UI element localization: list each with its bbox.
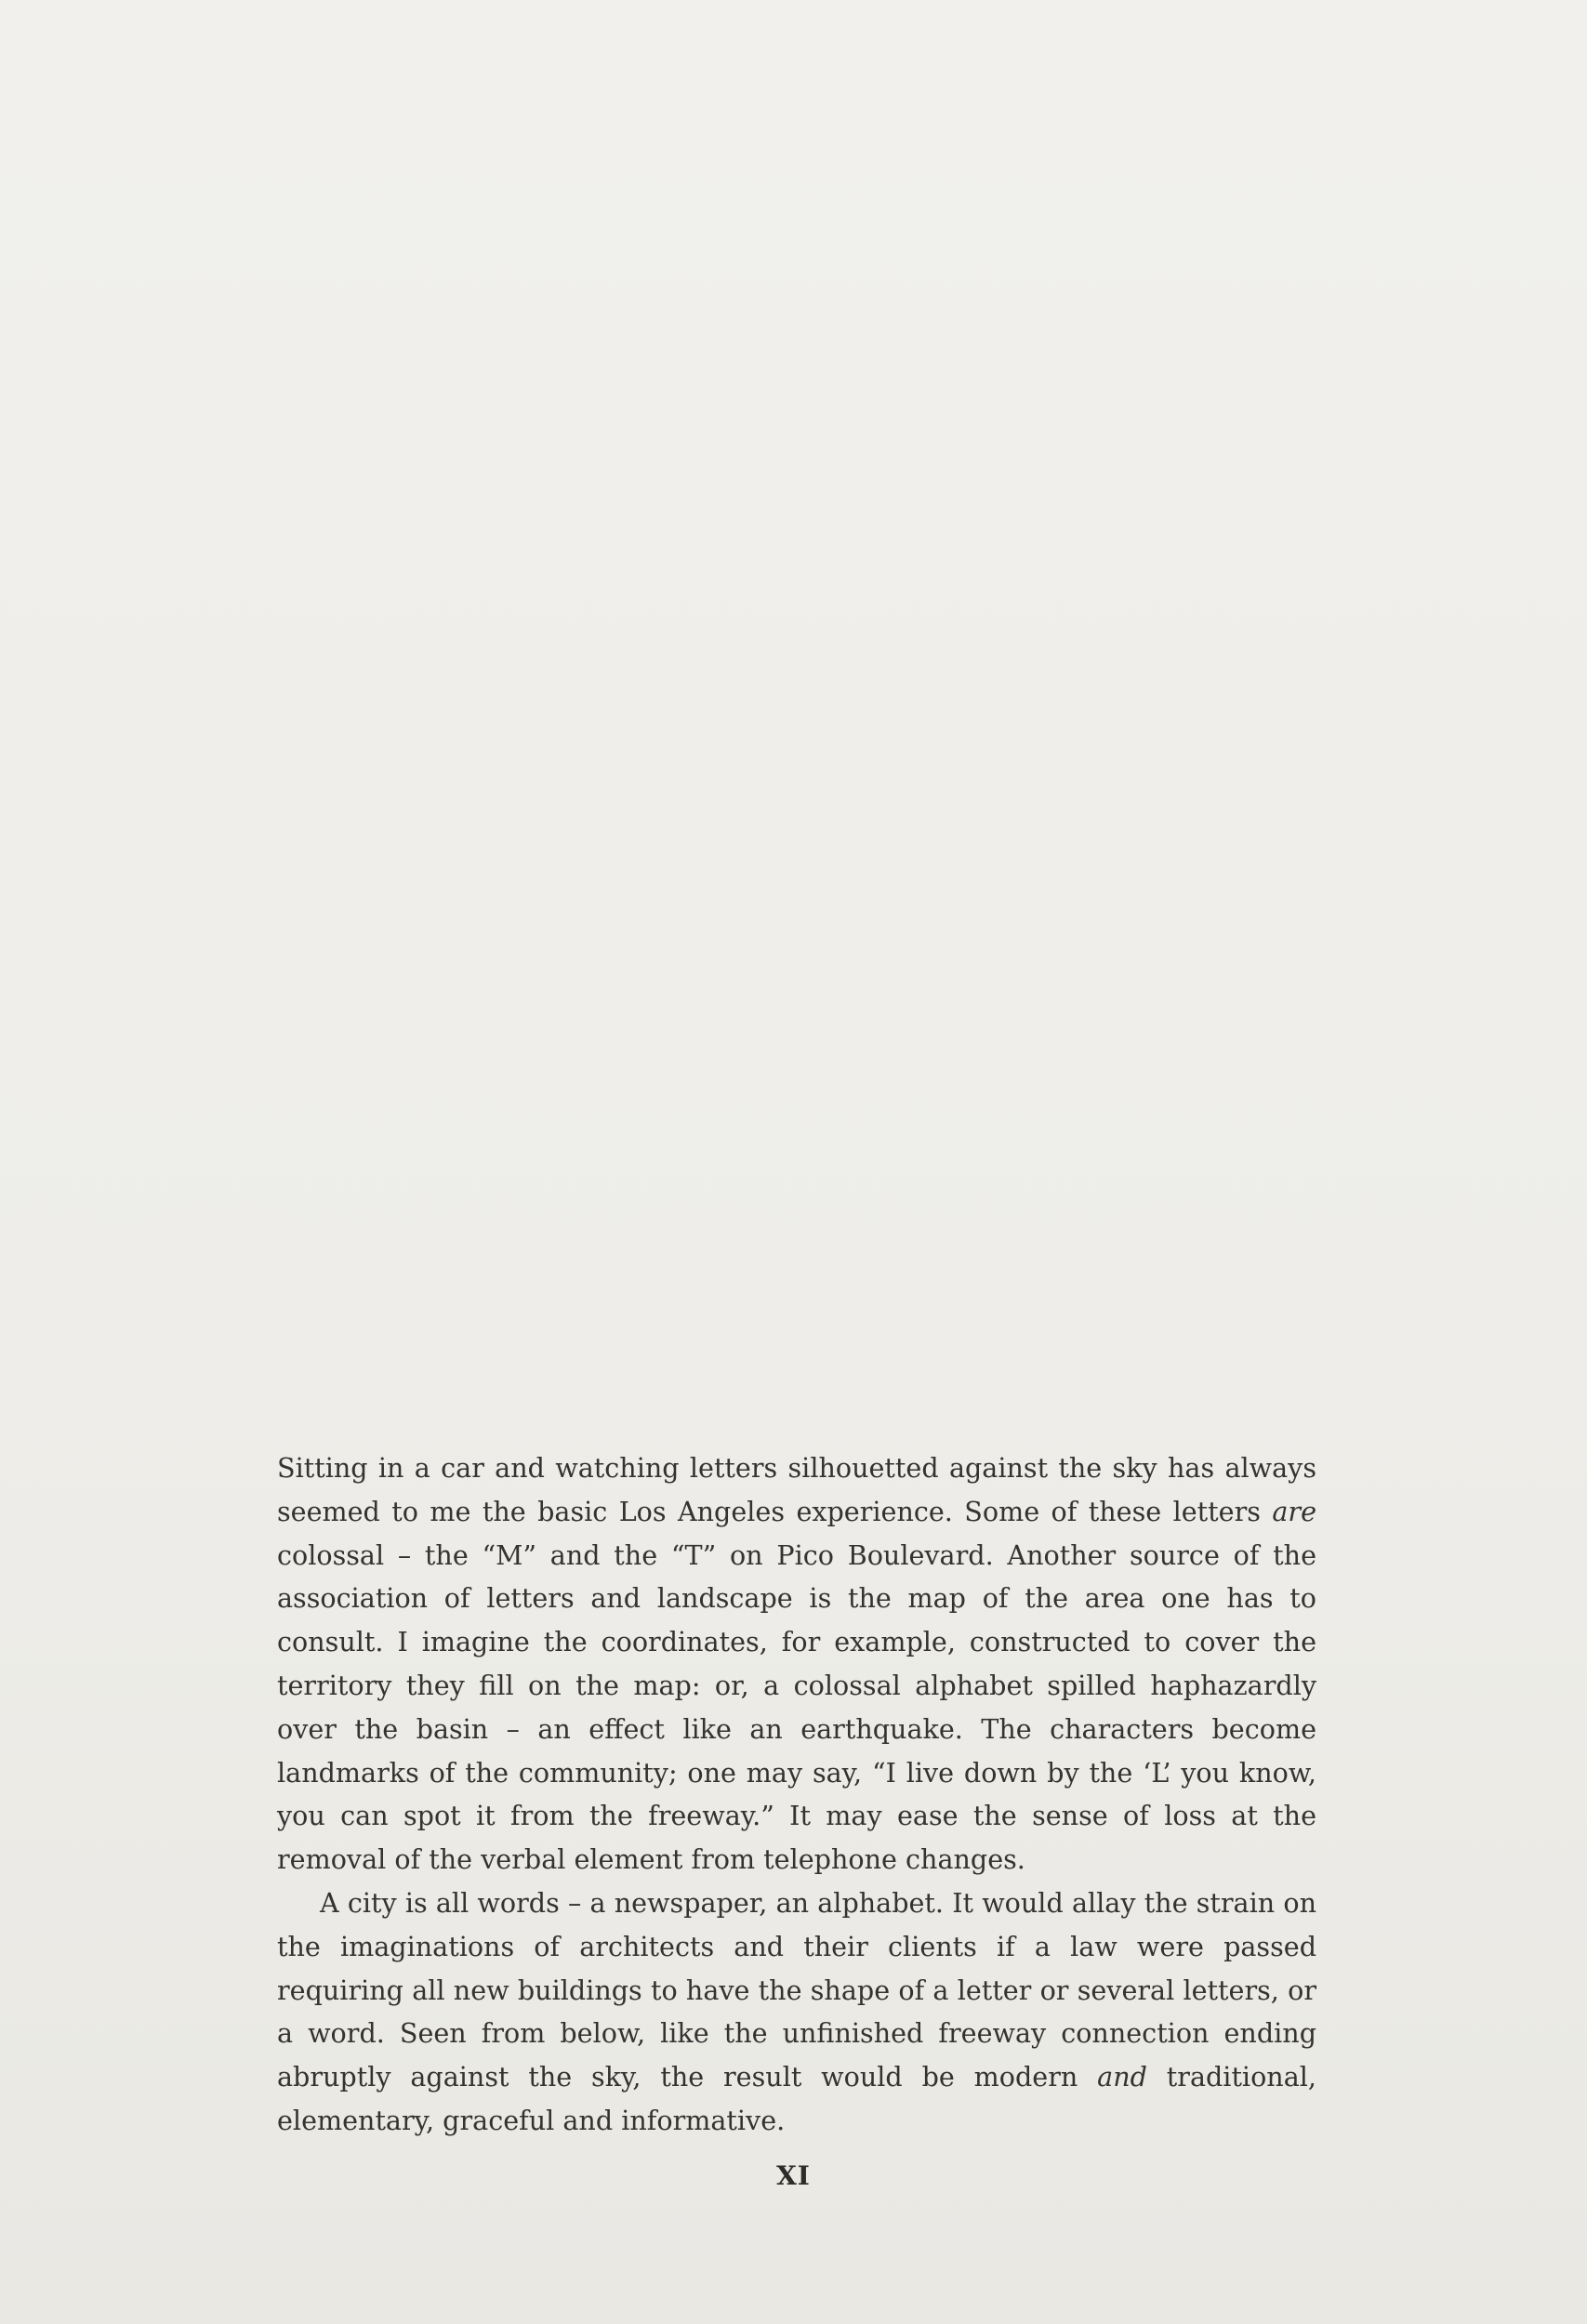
paragraph-text: colossal – the “M” and the “T” on Pico Boulevard. Another source of the association of letters and landscape is the map of the area one has to consult. I imagine the coordinates, for example, constructed to cover the territory they fill on the map: or, a colossal alphabet spilled haphazardly over the basin – an effect like an earthquake. The characters become landmarks of the community; one may say, “I live down by the ‘L’ you know, you can spot it from the freeway.” It may ease the sense of loss at the removal of the verbal element from telephone changes. (277, 1538, 1316, 1876)
paragraph-text: traditional, elementary, graceful and informative. (277, 2061, 1316, 2136)
page-number: XI (776, 2160, 811, 2191)
paragraph-text: Sitting in a car and watching letters silhouetted against the sky has always seemed to me the basic Los Angeles experience. Some of these letters (277, 1452, 1316, 1527)
paragraph (277, 1882, 1316, 2143)
emphasized-word: and (1097, 2061, 1147, 2093)
paragraph (277, 1446, 1316, 1882)
body-text (277, 1446, 1316, 2143)
emphasized-word: are (1272, 1495, 1316, 1527)
paragraph-text: A city is all words – a newspaper, an alphabet. It would allay the strain on the imaginations of architects and their clients if a law were passed requiring all new buildings to have the shape of a letter or several letters, or a word. Seen from below, like the unfinished freeway connection ending abruptly against the sky, the result would be modern (277, 1886, 1316, 2093)
